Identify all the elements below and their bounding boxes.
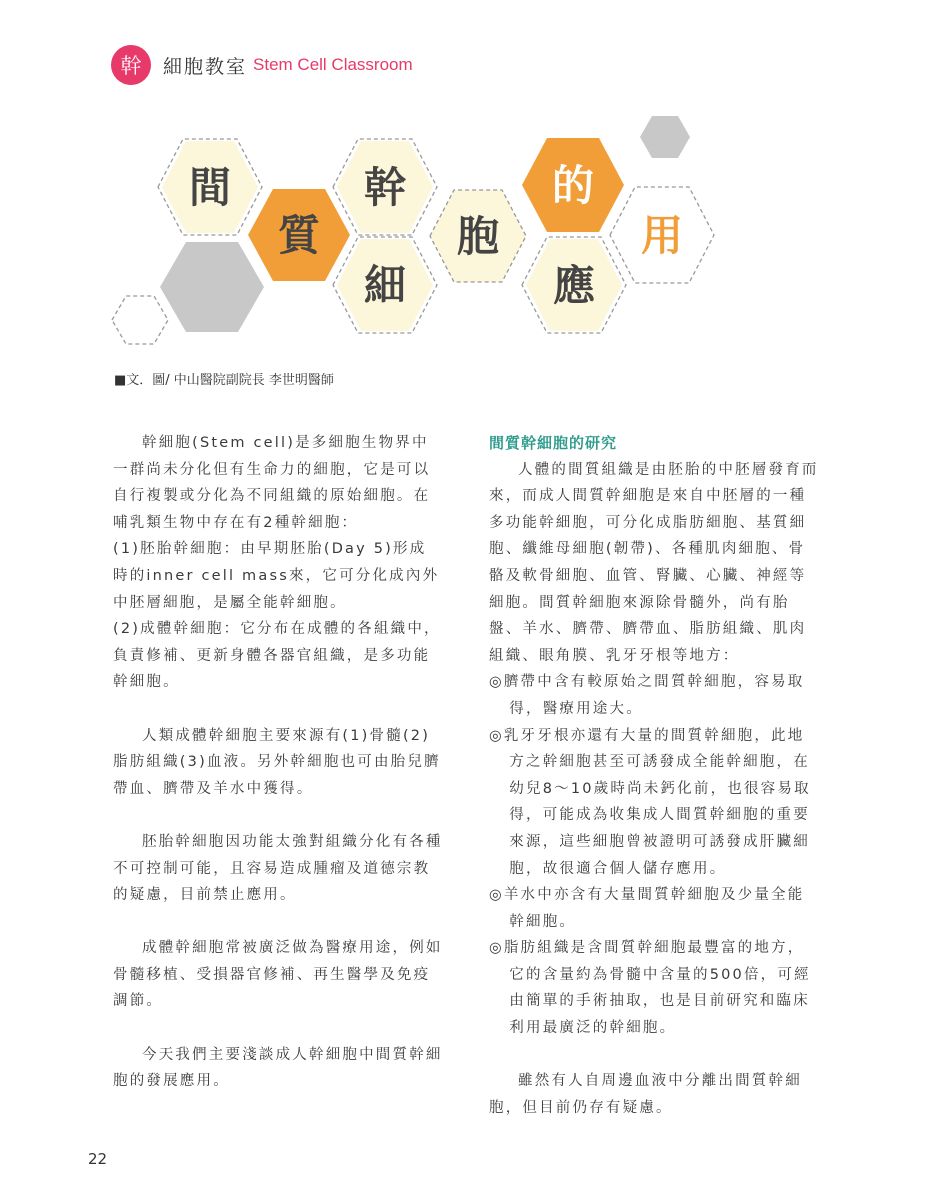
title-char: 間 <box>188 163 232 212</box>
bullet-item: ◎臍帶中含有較原始之間質幹細胞，容易取得，醫療用途大。 <box>489 674 805 717</box>
left-column <box>113 430 443 1095</box>
bullet-item: ◎乳牙牙根亦還有大量的間質幹細胞，此地方之幹細胞甚至可誘發成全能幹細胞，在幼兒8～10歲時尚未鈣化前，也很容易取得，可能成為收集成人間質幹細胞的重要來源，這些細胞曾被證明可誘發成肝臟細胞，故很適合個人儲存應用。 <box>489 727 811 877</box>
bullet-item: ◎脂肪組織是含間質幹細胞最豐富的地方，它的含量約為骨髓中含量的500倍，可經由簡單的手術抽取，也是目前研究和臨床利用最廣泛的幹細胞。 <box>489 940 811 1037</box>
author-byline: ■文．圖/ 中山醫院副院長 李世明醫師 <box>114 373 334 388</box>
paragraph: (2)成體幹細胞：它分布在成體的各組織中，負責修補、更新身體各器官組織，是多功能幹細胞。 <box>113 621 441 691</box>
title-hexagon-graphic <box>0 0 927 360</box>
section-heading: 間質幹細胞的研究 <box>489 434 618 452</box>
paragraph: 胚胎幹細胞因功能太強對組織分化有各種不可控制可能，且容易造成腫瘤及道德宗教的疑慮，目前禁止應用。 <box>113 833 443 904</box>
page-number: 22 <box>88 1150 108 1168</box>
decorative-hexagon <box>160 242 264 332</box>
title-char: 胞 <box>456 212 500 261</box>
paragraph: 幹細胞(Stem cell)是多細胞生物界中一群尚未分化但有生命力的細胞，它是可以自行複製或分化為不同組織的原始細胞。在哺乳類生物中存在有2種幹細胞： <box>113 435 431 531</box>
paragraph: 人體的間質組織是由胚胎的中胚層發育而來，而成人間質幹細胞是來自中胚層的一種多功能幹細胞，可分化成脂肪細胞、基質細胞、纖維母細胞(韌帶)、各種肌肉細胞、骨骼及軟骨細胞、血管、腎臟、心臟、神經等細胞。間質幹細胞來源除骨髓外，尚有胎盤、羊水、臍帶、臍帶血、脂肪組織、肌肉組織、眼角膜、乳牙牙根等地方： <box>489 461 819 664</box>
section-subtitle: Stem Cell Classroom <box>253 55 413 74</box>
title-char: 幹 <box>363 163 407 212</box>
title-char: 質 <box>277 211 321 260</box>
bullet-item: ◎羊水中亦含有大量間質幹細胞及少量全能幹細胞。 <box>489 887 805 930</box>
decorative-hexagon <box>640 116 690 158</box>
right-column <box>489 430 819 1121</box>
paragraph: 今天我們主要淺談成人幹細胞中間質幹細胞的發展應用。 <box>113 1046 443 1090</box>
title-char: 的 <box>551 161 595 210</box>
paragraph: 成體幹細胞常被廣泛做為醫療用途，例如骨髓移植、受損器官修補、再生醫學及免疫調節。 <box>113 940 443 1010</box>
paragraph: 人類成體幹細胞主要來源有(1)骨髓(2)脂肪組織(3)血液。另外幹細胞也可由胎兒臍帶血、臍帶及羊水中獲得。 <box>113 727 441 797</box>
paragraph: 雖然有人自周邊血液中分離出間質幹細胞，但目前仍存有疑慮。 <box>489 1073 802 1116</box>
title-char: 細 <box>363 261 407 310</box>
title-char: 用 <box>640 211 684 260</box>
section-badge: 幹 <box>111 45 151 85</box>
decorative-hexagon <box>112 296 168 344</box>
paragraph: (1)胚胎幹細胞：由早期胚胎(Day 5)形成時的inner cell mass來，它可分化成內外中胚層細胞，是屬全能幹細胞。 <box>113 541 440 611</box>
title-char: 應 <box>552 261 596 310</box>
section-title: 細胞教室 <box>163 55 248 78</box>
